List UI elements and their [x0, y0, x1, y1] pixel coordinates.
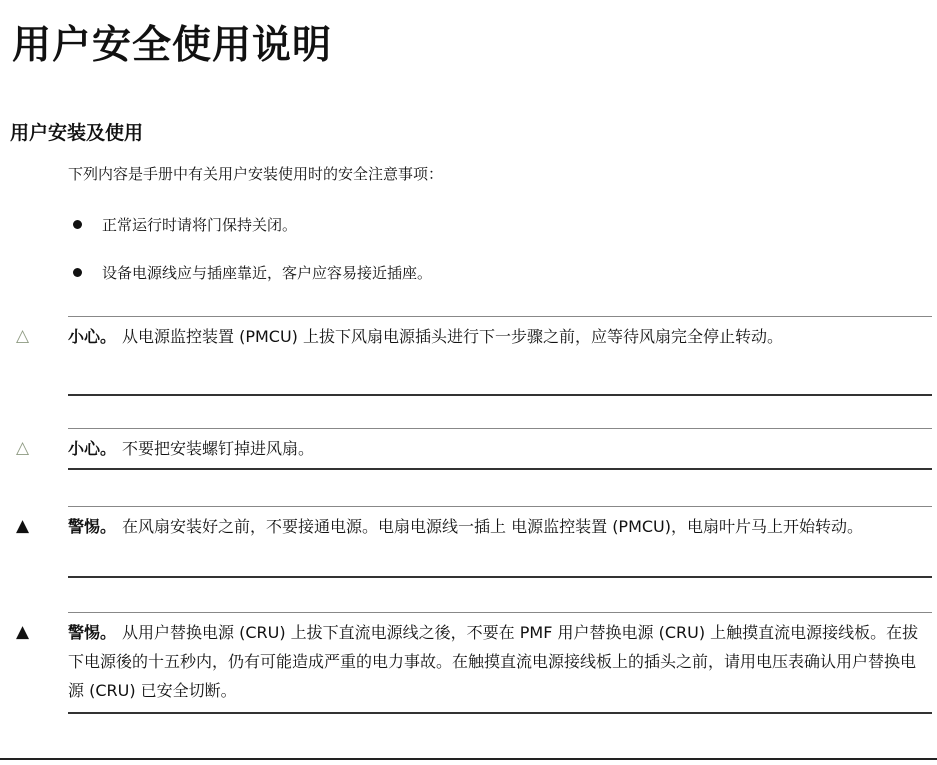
divider: [68, 394, 932, 396]
notice-text: 在风扇安装好之前，不要接通电源。电扇电源线一插上 电源监控装置 (PMCU)，电扇叶片马上开始转动。: [122, 517, 864, 536]
divider: [68, 712, 932, 714]
notice-label: 小心。: [68, 327, 117, 346]
divider: [68, 316, 932, 317]
divider: [68, 576, 932, 578]
bullet-icon: [73, 220, 82, 229]
page-title: 用户安全使用说明: [12, 22, 333, 68]
divider: [68, 468, 932, 470]
divider: [68, 428, 932, 429]
notice-text: 从用户替换电源 (CRU) 上拔下直流电源线之後，不要在 PMF 用户替换电源 (CRU) 上触摸直流电源接线板。在拔下电源後的十五秒内，仍有可能造成严重的电力事故。在触摸直流电源接线板上的插头之前，请用电压表确认用户替换电源 (CRU) 已安全切断。: [68, 623, 919, 700]
warning-triangle-filled-icon: ▲: [16, 622, 30, 642]
section-heading: 用户安装及使用: [10, 122, 144, 144]
bullet-icon: [73, 268, 82, 277]
notice-text: 不要把安装螺钉掉进风扇。: [122, 439, 315, 458]
list-item: 设备电源线应与插座靠近，客户应容易接近插座。: [68, 260, 432, 284]
intro-text: 下列内容是手册中有关用户安装使用时的安全注意事项：: [68, 165, 444, 183]
notice-label: 警惕。: [68, 517, 117, 536]
page-bottom-rule: [0, 758, 937, 760]
list-item: 正常运行时请将门保持关闭。: [68, 212, 432, 236]
notice-label: 警惕。: [68, 623, 117, 642]
caution-triangle-outline-icon: △: [16, 438, 30, 458]
warning-triangle-filled-icon: ▲: [16, 516, 30, 536]
notice-label: 小心。: [68, 439, 117, 458]
notice-text: 从电源监控装置 (PMCU) 上拔下风扇电源插头进行下一步骤之前，应等待风扇完全停止转动。: [122, 327, 784, 346]
bullet-list: [68, 212, 432, 308]
caution-triangle-outline-icon: △: [16, 326, 30, 346]
divider: [68, 506, 932, 507]
divider: [68, 612, 932, 613]
